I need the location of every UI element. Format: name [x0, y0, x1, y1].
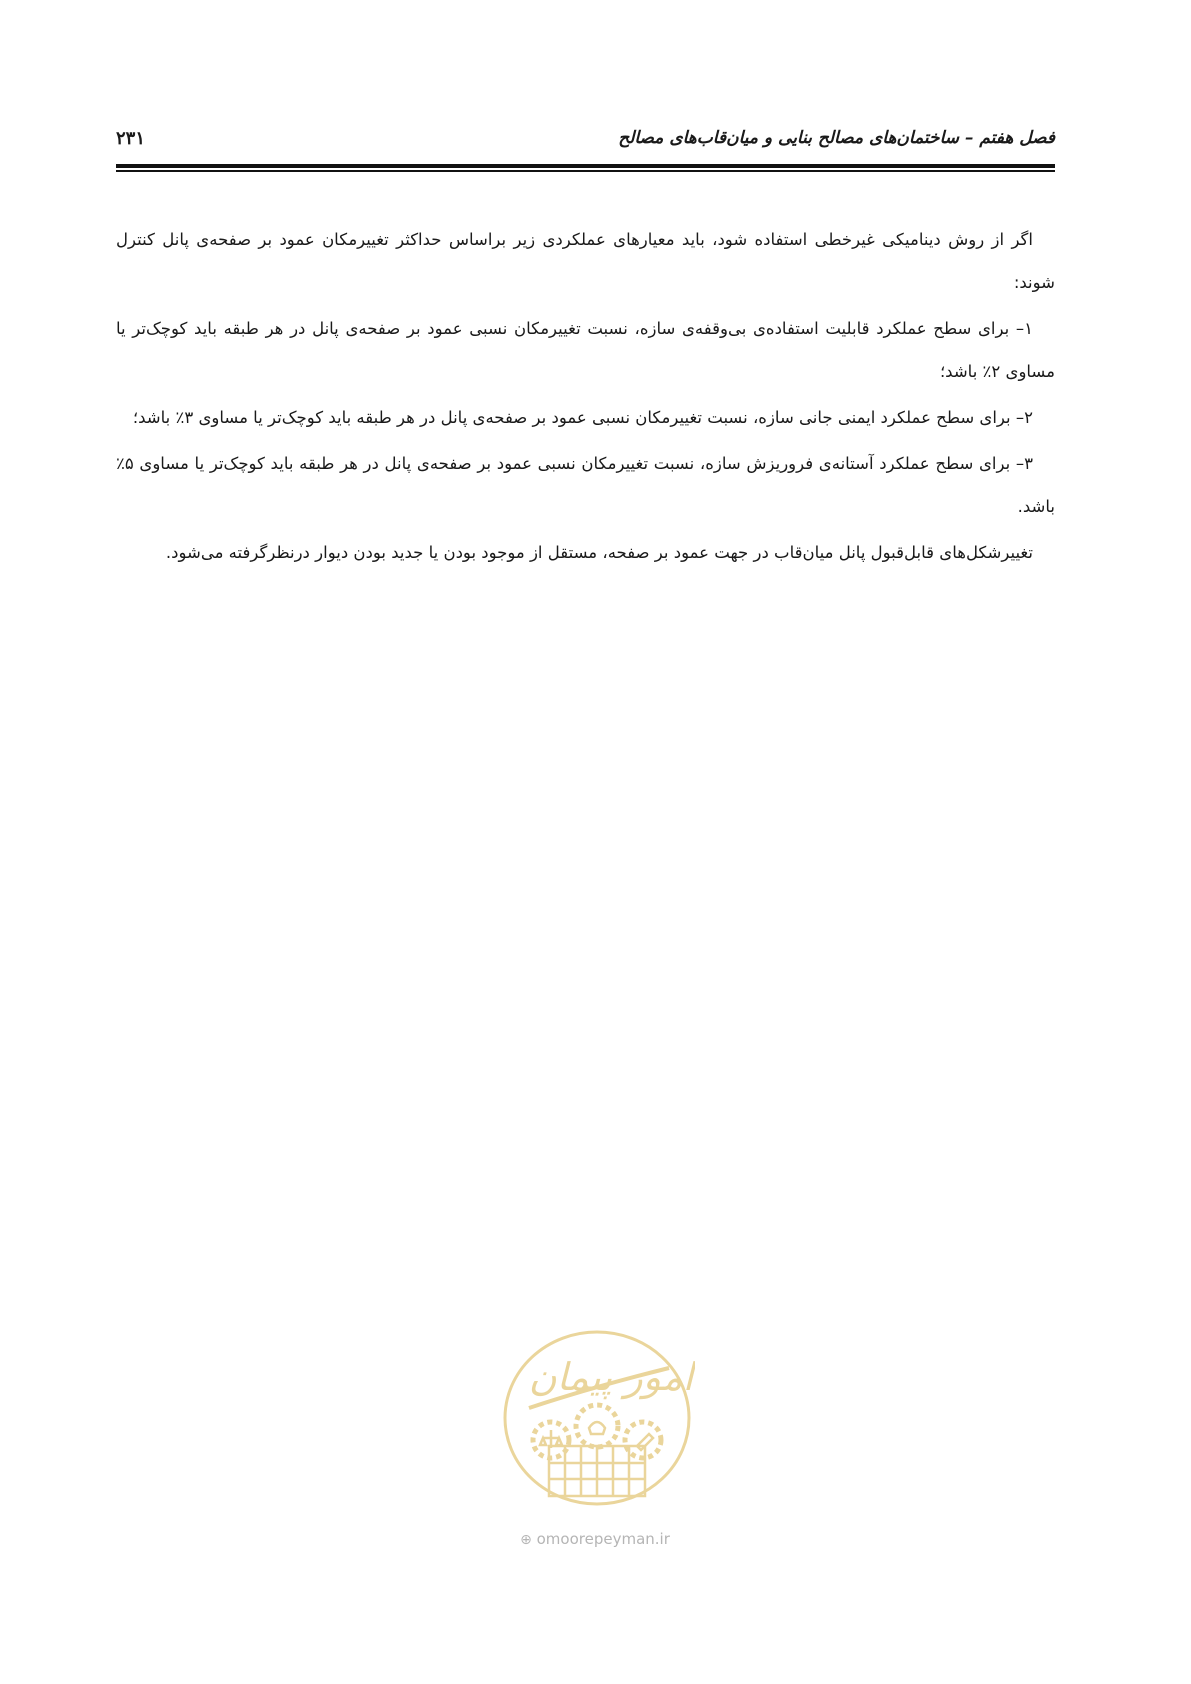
header-rule-thick — [116, 164, 1055, 168]
watermark-logo-text: امور پیمان — [528, 1355, 694, 1399]
body-text — [116, 218, 1055, 577]
paragraph-item-2: ۲– برای سطح عملکرد ایمنی جانی سازه، نسبت تغییرمکان نسبی عمود بر صفحه‌ی پانل در هر طبقه باید کوچک‌تر یا مساوی ۳٪ باشد؛ — [132, 408, 1033, 427]
watermark-url-text: omoorepeyman.ir — [536, 1530, 670, 1548]
paragraph-intro: اگر از روش دینامیکی غیرخطی استفاده شود، باید معیارهای عملکردی زیر براساس حداکثر تغییرمکان عمود بر صفحه‌ی پانل کنترل شوند: — [116, 230, 1055, 292]
running-title: فصل هفتم – ساختمان‌های مصالح بنایی و میان‌قاب‌های مصالح — [618, 128, 1055, 148]
page-header — [116, 128, 1055, 158]
header-rule-thin — [116, 170, 1055, 172]
paragraph-note: تغییرشکل‌های قابل‌قبول پانل میان‌قاب در جهت عمود بر صفحه، مستقل از موجود بودن یا جدید بودن دیوار درنظرگرفته می‌شود. — [165, 543, 1033, 562]
globe-icon: ⊕ — [520, 1532, 532, 1548]
watermark-logo-graphic — [499, 1328, 695, 1518]
watermark-url — [480, 1530, 710, 1548]
paragraph-item-3: ۳– برای سطح عملکرد آستانه‌ی فروریزش سازه، نسبت تغییرمکان نسبی عمود بر صفحه‌ی پانل در هر طبقه باید کوچک‌تر یا مساوی ۵٪ باشد. — [116, 454, 1055, 516]
page-number: ۲۳۱ — [116, 128, 146, 149]
paragraph-item-1: ۱– برای سطح عملکرد قابلیت استفاده‌ی بی‌وقفه‌ی سازه، نسبت تغییرمکان نسبی عمود بر صفحه‌ی پانل در هر طبقه باید کوچک‌تر یا مساوی ۲٪ باشد؛ — [116, 319, 1055, 381]
watermark-logo — [499, 1328, 695, 1518]
